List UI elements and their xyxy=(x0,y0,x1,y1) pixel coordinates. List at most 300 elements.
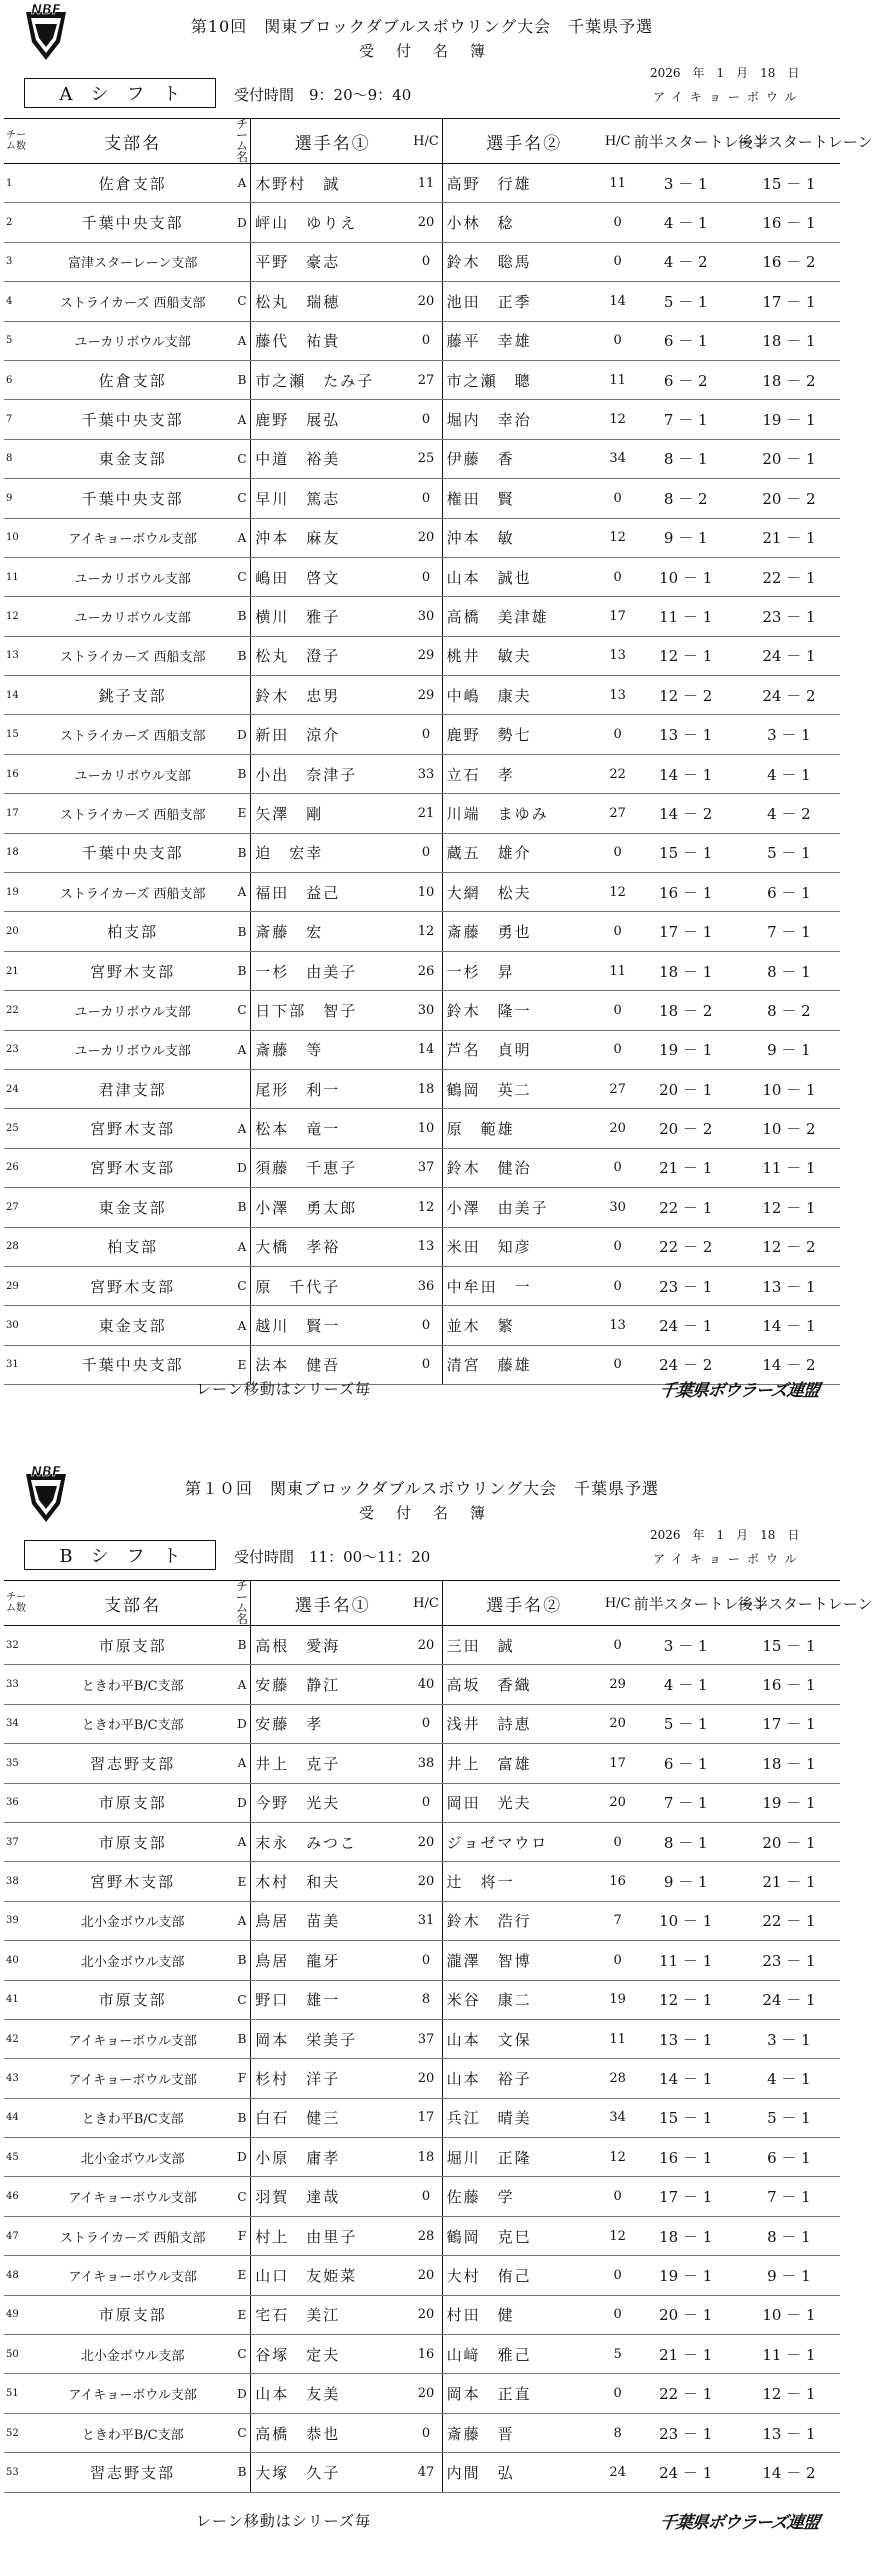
team-letter-cell: A xyxy=(234,518,251,557)
player-1-cell: 羽賀 達哉 xyxy=(251,2177,411,2216)
first-half-lane-cell: 5 － 1 xyxy=(634,282,738,321)
branch-cell: 宮野木支部 xyxy=(32,1266,234,1305)
hc-1-cell: 0 xyxy=(410,479,442,518)
branch-cell: 君津支部 xyxy=(32,1069,234,1108)
team-letter-cell: B xyxy=(234,1188,251,1227)
hc-2-cell: 22 xyxy=(602,754,634,793)
second-half-lane-cell: 20 － 2 xyxy=(738,479,840,518)
player-1-cell: 尾形 利一 xyxy=(251,1069,411,1108)
team-letter-cell: A xyxy=(234,321,251,360)
branch-cell: ユーカリボウル支部 xyxy=(32,991,234,1030)
branch-cell: 柏支部 xyxy=(32,912,234,951)
player-2-cell: 堀内 幸治 xyxy=(442,400,602,439)
hc-1-cell: 0 xyxy=(410,2177,442,2216)
player-2-cell: 鈴木 聡馬 xyxy=(442,242,602,281)
table-row xyxy=(4,873,840,912)
second-half-lane-cell: 15 － 1 xyxy=(738,164,840,203)
branch-cell: 東金支部 xyxy=(32,1188,234,1227)
first-half-lane-cell: 20 － 1 xyxy=(634,2295,738,2334)
table-row xyxy=(4,1665,840,1704)
header-first-half-lane: 前半スタートレーン xyxy=(634,1581,738,1626)
hc-1-cell: 0 xyxy=(410,321,442,360)
branch-cell: アイキョーボウル支部 xyxy=(32,2019,234,2058)
branch-cell: 宮野木支部 xyxy=(32,1109,234,1148)
first-half-lane-cell: 8 － 1 xyxy=(634,439,738,478)
player-2-cell: 小林 稔 xyxy=(442,203,602,242)
player-2-cell: 藤平 幸雄 xyxy=(442,321,602,360)
table-row xyxy=(4,479,840,518)
player-2-cell: 瀧澤 智博 xyxy=(442,1941,602,1980)
player-1-cell: 小澤 勇太郎 xyxy=(251,1188,411,1227)
hc-2-cell: 0 xyxy=(602,991,634,1030)
player-2-cell: 立石 孝 xyxy=(442,754,602,793)
hc-1-cell: 20 xyxy=(410,2374,442,2413)
second-half-lane-cell: 10 － 1 xyxy=(738,2295,840,2334)
second-half-lane-cell: 16 － 1 xyxy=(738,203,840,242)
hc-2-cell: 5 xyxy=(602,2335,634,2374)
team-count-cell: 31 xyxy=(4,1345,32,1384)
second-half-lane-cell: 24 － 1 xyxy=(738,636,840,675)
player-1-cell: 斎藤 等 xyxy=(251,1030,411,1069)
team-letter-cell: E xyxy=(234,1862,251,1901)
federation-logo: 千葉県ボウラーズ連盟 xyxy=(658,2513,821,2533)
header-branch: 支部名 xyxy=(32,119,234,164)
player-1-cell: 野口 雄一 xyxy=(251,1980,411,2019)
team-count-cell: 10 xyxy=(4,518,32,557)
hc-1-cell: 26 xyxy=(410,951,442,990)
branch-cell: ユーカリボウル支部 xyxy=(32,557,234,596)
hc-1-cell: 10 xyxy=(410,1109,442,1148)
hc-2-cell: 0 xyxy=(602,833,634,872)
branch-cell: 千葉中央支部 xyxy=(32,479,234,518)
second-half-lane-cell: 4 － 1 xyxy=(738,754,840,793)
table-row xyxy=(4,1306,840,1345)
roster-body xyxy=(4,164,840,1385)
branch-cell: 千葉中央支部 xyxy=(32,833,234,872)
hc-1-cell: 37 xyxy=(410,2019,442,2058)
branch-cell: 市原支部 xyxy=(32,2295,234,2334)
team-letter-cell xyxy=(234,676,251,715)
second-half-lane-cell: 8 － 1 xyxy=(738,951,840,990)
team-letter-cell: E xyxy=(234,2256,251,2295)
team-letter-cell: C xyxy=(234,2413,251,2452)
second-half-lane-cell: 13 － 1 xyxy=(738,2413,840,2452)
branch-cell: アイキョーボウル支部 xyxy=(32,2059,234,2098)
second-half-lane-cell: 4 － 1 xyxy=(738,2059,840,2098)
player-1-cell: 大橋 孝裕 xyxy=(251,1227,411,1266)
team-letter-cell: B xyxy=(234,754,251,793)
table-row xyxy=(4,754,840,793)
second-half-lane-cell: 24 － 1 xyxy=(738,1980,840,2019)
player-1-cell: 宅石 美江 xyxy=(251,2295,411,2334)
second-half-lane-cell: 15 － 1 xyxy=(738,1626,840,1665)
federation-logo: 千葉県ボウラーズ連盟 xyxy=(658,1381,821,1401)
player-1-cell: 鈴木 忠男 xyxy=(251,676,411,715)
header-branch: 支部名 xyxy=(32,1581,234,1626)
hc-1-cell: 0 xyxy=(410,1783,442,1822)
hc-1-cell: 28 xyxy=(410,2216,442,2255)
hc-2-cell: 17 xyxy=(602,597,634,636)
team-letter-cell xyxy=(234,1069,251,1108)
player-1-cell: 大塚 久子 xyxy=(251,2453,411,2492)
table-row xyxy=(4,400,840,439)
event-date: 2026 年 1 月 18 日 xyxy=(650,66,800,80)
hc-2-cell: 11 xyxy=(602,951,634,990)
player-1-cell: 小出 奈津子 xyxy=(251,754,411,793)
branch-cell: ストライカーズ 西船支部 xyxy=(32,715,234,754)
team-letter-cell: D xyxy=(234,715,251,754)
player-1-cell: 法本 健吾 xyxy=(251,1345,411,1384)
team-count-cell: 42 xyxy=(4,2019,32,2058)
hc-1-cell: 20 xyxy=(410,203,442,242)
header-team-count: チーム数 xyxy=(4,1581,32,1626)
player-2-cell: 桃井 敏夫 xyxy=(442,636,602,675)
svg-text:NBF: NBF xyxy=(31,3,61,18)
table-row xyxy=(4,912,840,951)
second-half-lane-cell: 7 － 1 xyxy=(738,2177,840,2216)
player-2-cell: 佐藤 学 xyxy=(442,2177,602,2216)
team-count-cell: 5 xyxy=(4,321,32,360)
table-row xyxy=(4,2295,840,2334)
player-1-cell: 高橋 恭也 xyxy=(251,2413,411,2452)
header-second-half-lane: 後半スタートレーン xyxy=(738,119,840,164)
team-count-cell: 26 xyxy=(4,1148,32,1187)
table-row xyxy=(4,282,840,321)
hc-2-cell: 0 xyxy=(602,1345,634,1384)
player-1-cell: 鹿野 展弘 xyxy=(251,400,411,439)
team-letter-cell: C xyxy=(234,439,251,478)
table-row xyxy=(4,1266,840,1305)
roster-body xyxy=(4,1626,840,2493)
team-count-cell: 14 xyxy=(4,676,32,715)
table-row xyxy=(4,1704,840,1743)
table-row xyxy=(4,1862,840,1901)
player-1-cell: 岼山 ゆりえ xyxy=(251,203,411,242)
player-2-cell: 岡田 光夫 xyxy=(442,1783,602,1822)
tournament-title: 第10回 関東ブロックダブルスボウリング大会 千葉県予選 xyxy=(190,17,654,36)
team-count-cell: 19 xyxy=(4,873,32,912)
second-half-lane-cell: 21 － 1 xyxy=(738,1862,840,1901)
first-half-lane-cell: 13 － 1 xyxy=(634,2019,738,2058)
branch-cell: 市原支部 xyxy=(32,1626,234,1665)
player-1-cell: 迫 宏幸 xyxy=(251,833,411,872)
hc-1-cell: 10 xyxy=(410,873,442,912)
team-count-cell: 38 xyxy=(4,1862,32,1901)
player-2-cell: 山﨑 雅己 xyxy=(442,2335,602,2374)
team-count-cell: 49 xyxy=(4,2295,32,2334)
hc-2-cell: 0 xyxy=(602,715,634,754)
table-row xyxy=(4,2453,840,2492)
player-2-cell: 鈴木 浩行 xyxy=(442,1901,602,1940)
branch-cell: 北小金ボウル支部 xyxy=(32,2335,234,2374)
hc-1-cell: 20 xyxy=(410,2295,442,2334)
team-count-cell: 44 xyxy=(4,2098,32,2137)
first-half-lane-cell: 6 － 1 xyxy=(634,321,738,360)
hc-2-cell: 0 xyxy=(602,1822,634,1861)
first-half-lane-cell: 20 － 1 xyxy=(634,1069,738,1108)
player-1-cell: 矢澤 剛 xyxy=(251,794,411,833)
table-row xyxy=(4,794,840,833)
table-row xyxy=(4,991,840,1030)
second-half-lane-cell: 19 － 1 xyxy=(738,1783,840,1822)
hc-1-cell: 8 xyxy=(410,1980,442,2019)
player-1-cell: 松丸 澄子 xyxy=(251,636,411,675)
player-2-cell: 井上 富雄 xyxy=(442,1744,602,1783)
first-half-lane-cell: 5 － 1 xyxy=(634,1704,738,1743)
first-half-lane-cell: 9 － 1 xyxy=(634,518,738,557)
player-2-cell: 大村 侑己 xyxy=(442,2256,602,2295)
player-2-cell: 大網 松夫 xyxy=(442,873,602,912)
first-half-lane-cell: 17 － 1 xyxy=(634,912,738,951)
branch-cell: 佐倉支部 xyxy=(32,360,234,399)
hc-2-cell: 0 xyxy=(602,2177,634,2216)
header-player-1: 選手名① xyxy=(251,119,411,164)
hc-2-cell: 11 xyxy=(602,360,634,399)
branch-cell: 東金支部 xyxy=(32,1306,234,1345)
team-letter-cell: A xyxy=(234,1901,251,1940)
team-count-cell: 3 xyxy=(4,242,32,281)
team-count-cell: 27 xyxy=(4,1188,32,1227)
first-half-lane-cell: 3 － 1 xyxy=(634,164,738,203)
second-half-lane-cell: 16 － 1 xyxy=(738,1665,840,1704)
branch-cell: ときわ平B/C支部 xyxy=(32,2413,234,2452)
branch-cell: ユーカリボウル支部 xyxy=(32,597,234,636)
team-letter-cell: D xyxy=(234,2138,251,2177)
second-half-lane-cell: 4 － 2 xyxy=(738,794,840,833)
second-half-lane-cell: 18 － 2 xyxy=(738,360,840,399)
team-count-cell: 25 xyxy=(4,1109,32,1148)
second-half-lane-cell: 24 － 2 xyxy=(738,676,840,715)
team-letter-cell: B xyxy=(234,636,251,675)
team-letter-cell: E xyxy=(234,2295,251,2334)
hc-1-cell: 37 xyxy=(410,1148,442,1187)
player-2-cell: 米田 知彦 xyxy=(442,1227,602,1266)
player-2-cell: 高坂 香織 xyxy=(442,1665,602,1704)
hc-1-cell: 20 xyxy=(410,2256,442,2295)
team-count-cell: 16 xyxy=(4,754,32,793)
second-half-lane-cell: 5 － 1 xyxy=(738,833,840,872)
first-half-lane-cell: 15 － 1 xyxy=(634,2098,738,2137)
hc-1-cell: 18 xyxy=(410,1069,442,1108)
player-1-cell: 須藤 千恵子 xyxy=(251,1148,411,1187)
second-half-lane-cell: 3 － 1 xyxy=(738,2019,840,2058)
player-2-cell: 高野 行雄 xyxy=(442,164,602,203)
hc-1-cell: 20 xyxy=(410,282,442,321)
first-half-lane-cell: 11 － 1 xyxy=(634,597,738,636)
hc-1-cell: 12 xyxy=(410,1188,442,1227)
hc-1-cell: 38 xyxy=(410,1744,442,1783)
hc-1-cell: 20 xyxy=(410,518,442,557)
team-count-cell: 53 xyxy=(4,2453,32,2492)
player-2-cell: 市之瀬 聰 xyxy=(442,360,602,399)
player-1-cell: 新田 涼介 xyxy=(251,715,411,754)
team-count-cell: 8 xyxy=(4,439,32,478)
header-hc-1: H/C xyxy=(410,1581,442,1626)
second-half-lane-cell: 11 － 1 xyxy=(738,2335,840,2374)
team-letter-cell: A xyxy=(234,1306,251,1345)
hc-2-cell: 13 xyxy=(602,1306,634,1345)
second-half-lane-cell: 14 － 2 xyxy=(738,2453,840,2492)
branch-cell: 習志野支部 xyxy=(32,1744,234,1783)
second-half-lane-cell: 14 － 2 xyxy=(738,1345,840,1384)
team-letter-cell: A xyxy=(234,1227,251,1266)
table-row xyxy=(4,1188,840,1227)
branch-cell: ストライカーズ 西船支部 xyxy=(32,873,234,912)
first-half-lane-cell: 12 － 2 xyxy=(634,676,738,715)
hc-2-cell: 0 xyxy=(602,1941,634,1980)
table-row xyxy=(4,2256,840,2295)
hc-1-cell: 20 xyxy=(410,1862,442,1901)
player-2-cell: 清宮 藤雄 xyxy=(442,1345,602,1384)
table-row xyxy=(4,636,840,675)
first-half-lane-cell: 20 － 2 xyxy=(634,1109,738,1148)
first-half-lane-cell: 18 － 2 xyxy=(634,991,738,1030)
team-letter-cell: D xyxy=(234,203,251,242)
player-1-cell: 松丸 瑞穂 xyxy=(251,282,411,321)
branch-cell: 市原支部 xyxy=(32,1822,234,1861)
team-count-cell: 20 xyxy=(4,912,32,951)
lane-move-note: レーン移動はシリーズ毎 xyxy=(196,1380,371,1398)
player-1-cell: 杉村 洋子 xyxy=(251,2059,411,2098)
first-half-lane-cell: 16 － 1 xyxy=(634,873,738,912)
hc-1-cell: 20 xyxy=(410,2059,442,2098)
team-count-cell: 29 xyxy=(4,1266,32,1305)
team-count-cell: 36 xyxy=(4,1783,32,1822)
player-1-cell: 鳥居 苗美 xyxy=(251,1901,411,1940)
player-2-cell: 並木 繁 xyxy=(442,1306,602,1345)
hc-1-cell: 27 xyxy=(410,360,442,399)
hc-2-cell: 12 xyxy=(602,873,634,912)
reception-time: 受付時間 11：00～11：20 xyxy=(234,1548,431,1566)
branch-cell: 宮野木支部 xyxy=(32,1148,234,1187)
header-team-name: チーム名 xyxy=(234,1581,251,1626)
hc-2-cell: 0 xyxy=(602,912,634,951)
hc-1-cell: 0 xyxy=(410,715,442,754)
player-2-cell: 一杉 昇 xyxy=(442,951,602,990)
table-row xyxy=(4,2335,840,2374)
table-row xyxy=(4,1744,840,1783)
hc-2-cell: 0 xyxy=(602,242,634,281)
player-2-cell: 岡本 正直 xyxy=(442,2374,602,2413)
first-half-lane-cell: 10 － 1 xyxy=(634,557,738,596)
roster-table xyxy=(4,1579,873,2493)
branch-cell: 北小金ボウル支部 xyxy=(32,2138,234,2177)
branch-cell: 宮野木支部 xyxy=(32,951,234,990)
first-half-lane-cell: 22 － 1 xyxy=(634,1188,738,1227)
second-half-lane-cell: 11 － 1 xyxy=(738,1148,840,1187)
hc-2-cell: 34 xyxy=(602,2098,634,2137)
hc-1-cell: 14 xyxy=(410,1030,442,1069)
table-row xyxy=(4,1227,840,1266)
second-half-lane-cell: 22 － 1 xyxy=(738,1901,840,1940)
hc-2-cell: 0 xyxy=(602,1148,634,1187)
second-half-lane-cell: 17 － 1 xyxy=(738,1704,840,1743)
team-letter-cell: F xyxy=(234,2216,251,2255)
hc-1-cell: 25 xyxy=(410,439,442,478)
hc-2-cell: 8 xyxy=(602,2413,634,2452)
table-row xyxy=(4,597,840,636)
team-count-cell: 21 xyxy=(4,951,32,990)
second-half-lane-cell: 12 － 1 xyxy=(738,1188,840,1227)
table-row xyxy=(4,676,840,715)
branch-cell: ストライカーズ 西船支部 xyxy=(32,794,234,833)
team-letter-cell: D xyxy=(234,1704,251,1743)
branch-cell: アイキョーボウル支部 xyxy=(32,2374,234,2413)
second-half-lane-cell: 20 － 1 xyxy=(738,439,840,478)
second-half-lane-cell: 20 － 1 xyxy=(738,1822,840,1861)
second-half-lane-cell: 14 － 1 xyxy=(738,1306,840,1345)
branch-cell: アイキョーボウル支部 xyxy=(32,518,234,557)
team-letter-cell: A xyxy=(234,1744,251,1783)
player-2-cell: 蔵五 雄介 xyxy=(442,833,602,872)
table-row xyxy=(4,321,840,360)
second-half-lane-cell: 13 － 1 xyxy=(738,1266,840,1305)
branch-cell: 柏支部 xyxy=(32,1227,234,1266)
hc-1-cell: 11 xyxy=(410,164,442,203)
team-letter-cell: B xyxy=(234,833,251,872)
player-1-cell: 安藤 孝 xyxy=(251,1704,411,1743)
team-letter-cell: B xyxy=(234,1626,251,1665)
hc-2-cell: 7 xyxy=(602,1901,634,1940)
player-2-cell: 内間 弘 xyxy=(442,2453,602,2492)
second-half-lane-cell: 18 － 1 xyxy=(738,1744,840,1783)
player-1-cell: 早川 篤志 xyxy=(251,479,411,518)
table-row xyxy=(4,518,840,557)
first-half-lane-cell: 10 － 1 xyxy=(634,1901,738,1940)
team-letter-cell: B xyxy=(234,1941,251,1980)
hc-2-cell: 0 xyxy=(602,203,634,242)
player-1-cell: 福田 益己 xyxy=(251,873,411,912)
team-count-cell: 46 xyxy=(4,2177,32,2216)
player-2-cell: 鈴木 健治 xyxy=(442,1148,602,1187)
branch-cell: ストライカーズ 西船支部 xyxy=(32,282,234,321)
player-2-cell: 池田 正季 xyxy=(442,282,602,321)
hc-2-cell: 0 xyxy=(602,321,634,360)
lane-move-note: レーン移動はシリーズ毎 xyxy=(196,2512,371,2530)
header-player-1: 選手名① xyxy=(251,1581,411,1626)
hc-2-cell: 12 xyxy=(602,2216,634,2255)
team-letter-cell: D xyxy=(234,2374,251,2413)
team-count-cell: 23 xyxy=(4,1030,32,1069)
first-half-lane-cell: 21 － 1 xyxy=(634,2335,738,2374)
table-row xyxy=(4,1148,840,1187)
table-row xyxy=(4,360,840,399)
team-letter-cell: A xyxy=(234,873,251,912)
team-letter-cell: C xyxy=(234,2177,251,2216)
team-count-cell: 7 xyxy=(4,400,32,439)
second-half-lane-cell: 10 － 2 xyxy=(738,1109,840,1148)
team-count-cell: 1 xyxy=(4,164,32,203)
player-1-cell: 沖本 麻友 xyxy=(251,518,411,557)
hc-1-cell: 30 xyxy=(410,991,442,1030)
first-half-lane-cell: 22 － 1 xyxy=(634,2374,738,2413)
second-half-lane-cell: 17 － 1 xyxy=(738,282,840,321)
player-2-cell: 鹿野 勢七 xyxy=(442,715,602,754)
first-half-lane-cell: 22 － 2 xyxy=(634,1227,738,1266)
table-row xyxy=(4,2216,840,2255)
header-team-count: チーム数 xyxy=(4,119,32,164)
team-count-cell: 50 xyxy=(4,2335,32,2374)
hc-2-cell: 34 xyxy=(602,439,634,478)
shift-label: Bシフト xyxy=(24,1540,216,1570)
hc-2-cell: 13 xyxy=(602,676,634,715)
hc-2-cell: 27 xyxy=(602,1069,634,1108)
player-2-cell: 中嶋 康夫 xyxy=(442,676,602,715)
player-1-cell: 越川 賢一 xyxy=(251,1306,411,1345)
hc-2-cell: 30 xyxy=(602,1188,634,1227)
hc-2-cell: 0 xyxy=(602,1030,634,1069)
team-count-cell: 51 xyxy=(4,2374,32,2413)
